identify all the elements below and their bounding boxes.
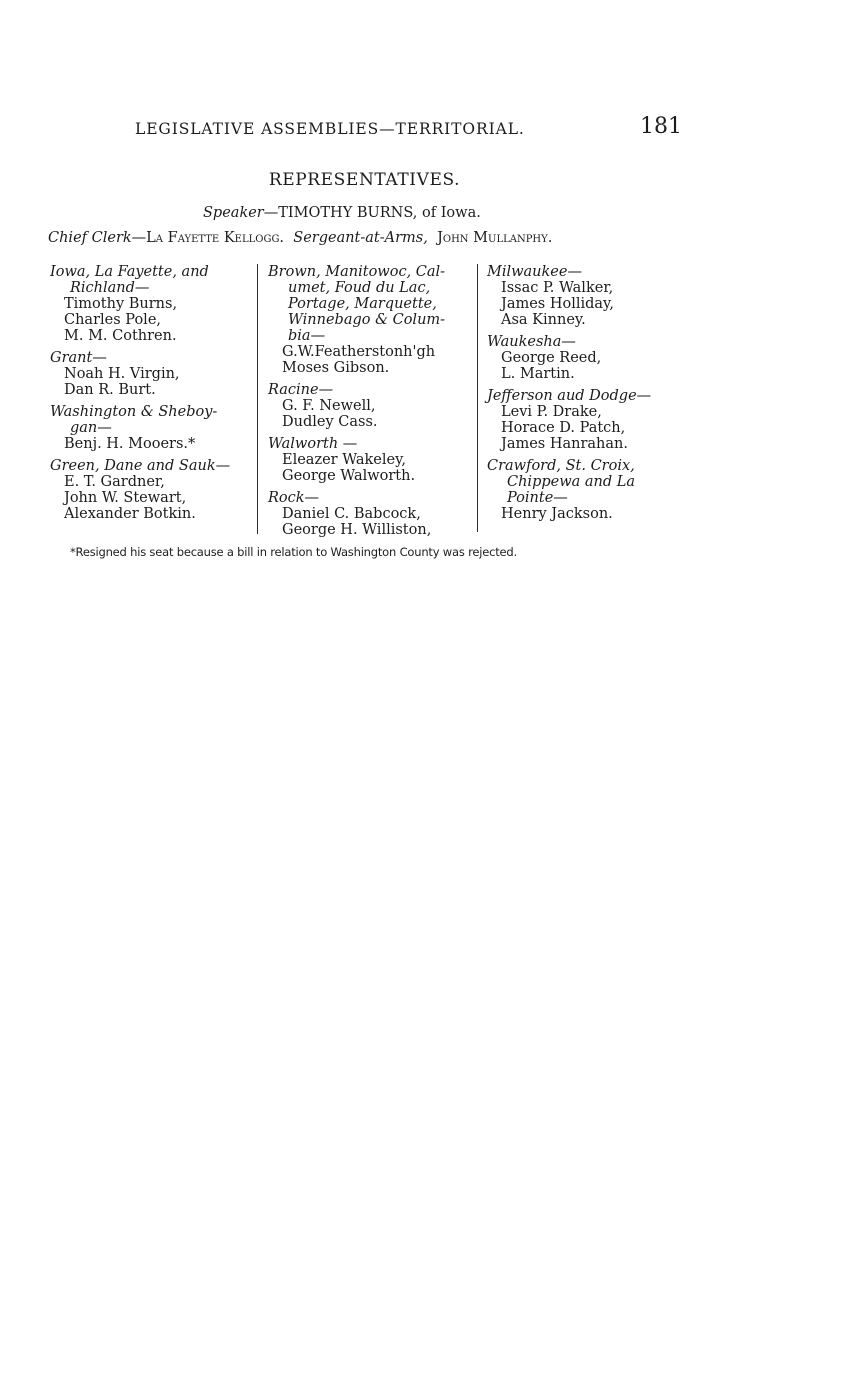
county-label: Rock—: [268, 490, 320, 506]
county-label: Iowa, La Fayette, and: [50, 264, 209, 280]
county-label: Crawford, St. Croix,: [487, 458, 635, 474]
running-title: LEGISLATIVE ASSEMBLIES—TERRITORIAL.: [135, 120, 525, 138]
county-label: gan—: [70, 420, 112, 436]
representative-name: Benj. H. Mooers.*: [64, 436, 196, 452]
representative-name: Levi P. Drake,: [501, 404, 602, 420]
column-1: [50, 264, 252, 528]
representative-name: M. M. Cothren.: [64, 328, 177, 344]
district-block: [268, 382, 472, 430]
representative-name: George Walworth.: [282, 468, 416, 484]
district-block: [268, 264, 472, 376]
representative-name: G. F. Newell,: [282, 398, 376, 414]
district-block: [487, 388, 697, 452]
county-label: Brown, Manitowoc, Cal-: [268, 264, 446, 280]
chief-clerk-name: La Fayette Kellogg.: [146, 230, 285, 246]
county-label: Portage, Marquette,: [288, 296, 437, 312]
county-label: Walworth —: [268, 436, 358, 452]
district-block: [487, 334, 697, 382]
footnote: *Resigned his seat because a bill in relation to Washington County was rejected.: [70, 545, 517, 559]
representative-name: Henry Jackson.: [501, 506, 613, 522]
representative-name: George H. Williston,: [282, 522, 432, 538]
representative-name: Asa Kinney.: [501, 312, 586, 328]
representative-name: Noah H. Virgin,: [64, 366, 180, 382]
section-heading: REPRESENTATIVES.: [268, 170, 461, 190]
county-label: Richland—: [70, 280, 150, 296]
district-block: [50, 264, 252, 344]
county-label: Waukesha—: [487, 334, 576, 350]
representative-name: G.W.Featherstonh'gh: [282, 344, 436, 360]
representative-name: L. Martin.: [501, 366, 575, 382]
county-label: Milwaukee—: [487, 264, 582, 280]
column-divider-1: [257, 264, 258, 534]
district-block: [50, 404, 252, 452]
chief-clerk-label: Chief Clerk—: [48, 230, 147, 246]
representative-name: Moses Gibson.: [282, 360, 390, 376]
speaker-label: Speaker—: [203, 205, 279, 221]
county-label: Washington & Sheboy-: [50, 404, 218, 420]
county-label: Chippewa and La: [507, 474, 636, 490]
county-label: Green, Dane and Sauk—: [50, 458, 231, 474]
sergeant-label: Sergeant-at-Arms,: [293, 230, 428, 246]
county-label: bia—: [288, 328, 326, 344]
representative-name: Charles Pole,: [64, 312, 162, 328]
representative-name: Eleazer Wakeley,: [282, 452, 406, 468]
district-block: [50, 458, 252, 522]
representative-name: George Reed,: [501, 350, 602, 366]
county-label: Racine—: [268, 382, 334, 398]
representative-name: Timothy Burns,: [64, 296, 178, 312]
clerk-sergeant-line: [48, 230, 552, 246]
representative-name: Dudley Cass.: [282, 414, 378, 430]
district-block: [487, 264, 697, 328]
column-3: [487, 264, 697, 528]
district-block: [487, 458, 697, 522]
district-block: [268, 490, 472, 538]
county-label: Jefferson aud Dodge—: [487, 388, 652, 404]
representative-name: Daniel C. Babcock,: [282, 506, 421, 522]
representative-name: John W. Stewart,: [64, 490, 187, 506]
district-block: [50, 350, 252, 398]
representative-name: James Holliday,: [501, 296, 614, 312]
representative-name: Horace D. Patch,: [501, 420, 626, 436]
column-2: [268, 264, 472, 544]
representative-name: Issac P. Walker,: [501, 280, 614, 296]
column-divider-2: [477, 264, 478, 532]
sergeant-name: John Mullanphy.: [437, 230, 553, 246]
page-number: 181: [640, 114, 682, 139]
speaker-name: TIMOTHY BURNS, of Iowa.: [278, 205, 481, 221]
county-label: Winnebago & Colum-: [288, 312, 446, 328]
county-label: umet, Foud du Lac,: [288, 280, 431, 296]
representative-name: James Hanrahan.: [501, 436, 628, 452]
speaker-line: [203, 205, 481, 221]
district-block: [268, 436, 472, 484]
representative-name: E. T. Gardner,: [64, 474, 165, 490]
county-label: Pointe—: [507, 490, 568, 506]
county-label: Grant—: [50, 350, 107, 366]
representative-name: Dan R. Burt.: [64, 382, 156, 398]
representative-name: Alexander Botkin.: [64, 506, 196, 522]
